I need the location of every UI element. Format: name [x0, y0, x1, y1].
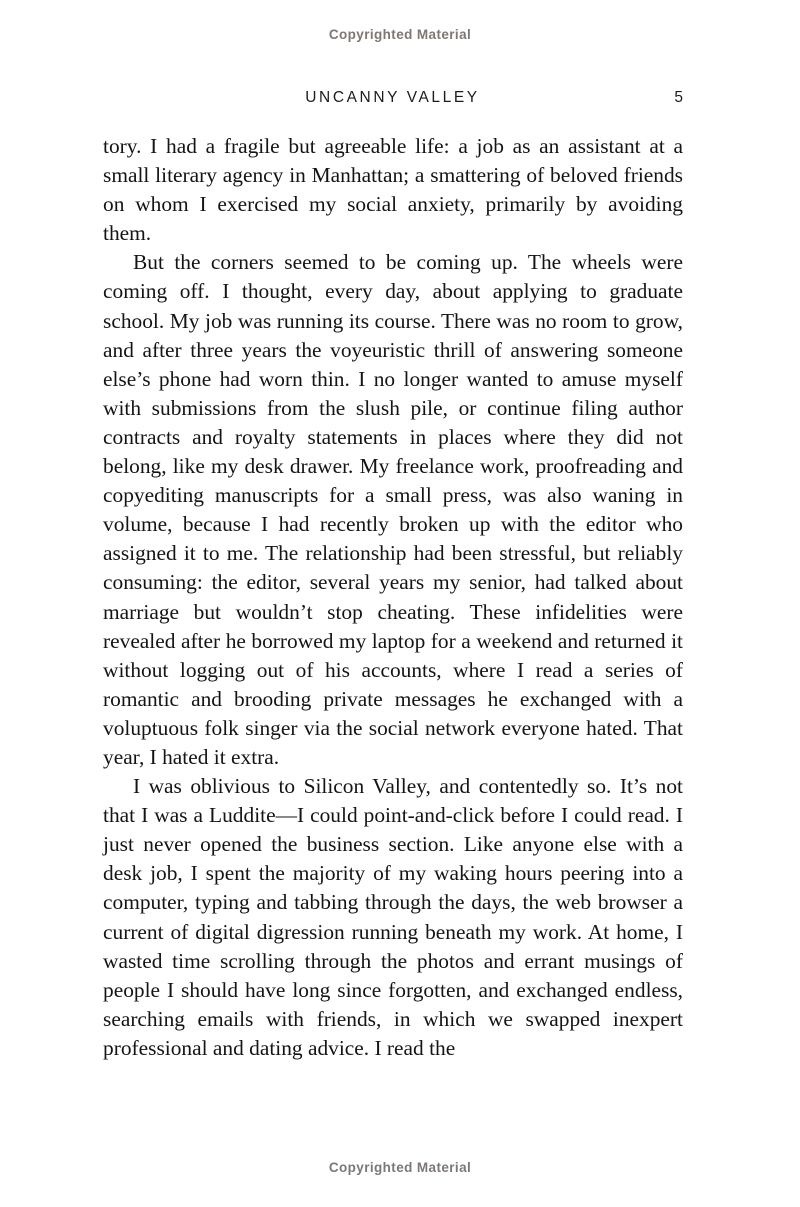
- paragraph-2: But the corners seemed to be coming up. The wheels were coming off. I thought, every day, about applying to graduate school. My job was running its course. There was no room to grow, and after three years the voyeuristic thrill of answering someone else’s phone had worn thin. I no longer wanted to amuse myself with submissions from the slush pile, or continue filing author contracts and royalty statements in places where they did not belong, like my desk drawer. My freelance work, proofreading and copyediting manuscripts for a small press, was also waning in volume, because I had recently broken up with the editor who assigned it to me. The relationship had been stressful, but reliably consuming: the editor, several years my senior, had talked about marriage but wouldn’t stop cheating. These infidelities were revealed after he borrowed my laptop for a weekend and returned it without logging out of his accounts, where I read a series of romantic and brooding private messages he exchanged with a voluptuous folk singer via the social network everyone hated. That year, I hated it extra.: [103, 250, 683, 769]
- running-title: UNCANNY VALLEY: [305, 89, 480, 106]
- body-text: [103, 132, 683, 1063]
- running-header: [102, 89, 683, 107]
- copyright-notice-top: Copyrighted Material: [328, 27, 472, 42]
- paragraph-continuation: tory. I had a fragile but agreeable life: a job as an assistant at a small literary agency in Manhattan; a smattering of beloved friends on whom I exercised my social anxiety, primarily by avoiding them.: [103, 134, 683, 246]
- copyright-notice-bottom: Copyrighted Material: [328, 1160, 472, 1175]
- paragraph-3: I was oblivious to Silicon Valley, and contentedly so. It’s not that I was a Luddite—I could point-and-click before I could read. I just never opened the business section. Like anyone else with a desk job, I spent the majority of my waking hours peering into a computer, typing and tabbing through the days, the web browser a current of digital digression running beneath my work. At home, I wasted time scrolling through the photos and errant musings of people I should have long since forgotten, and exchanged endless, searching emails with friends, in which we swapped inexpert professional and dating advice. I read the: [103, 774, 683, 1060]
- page-number: 5: [674, 89, 683, 106]
